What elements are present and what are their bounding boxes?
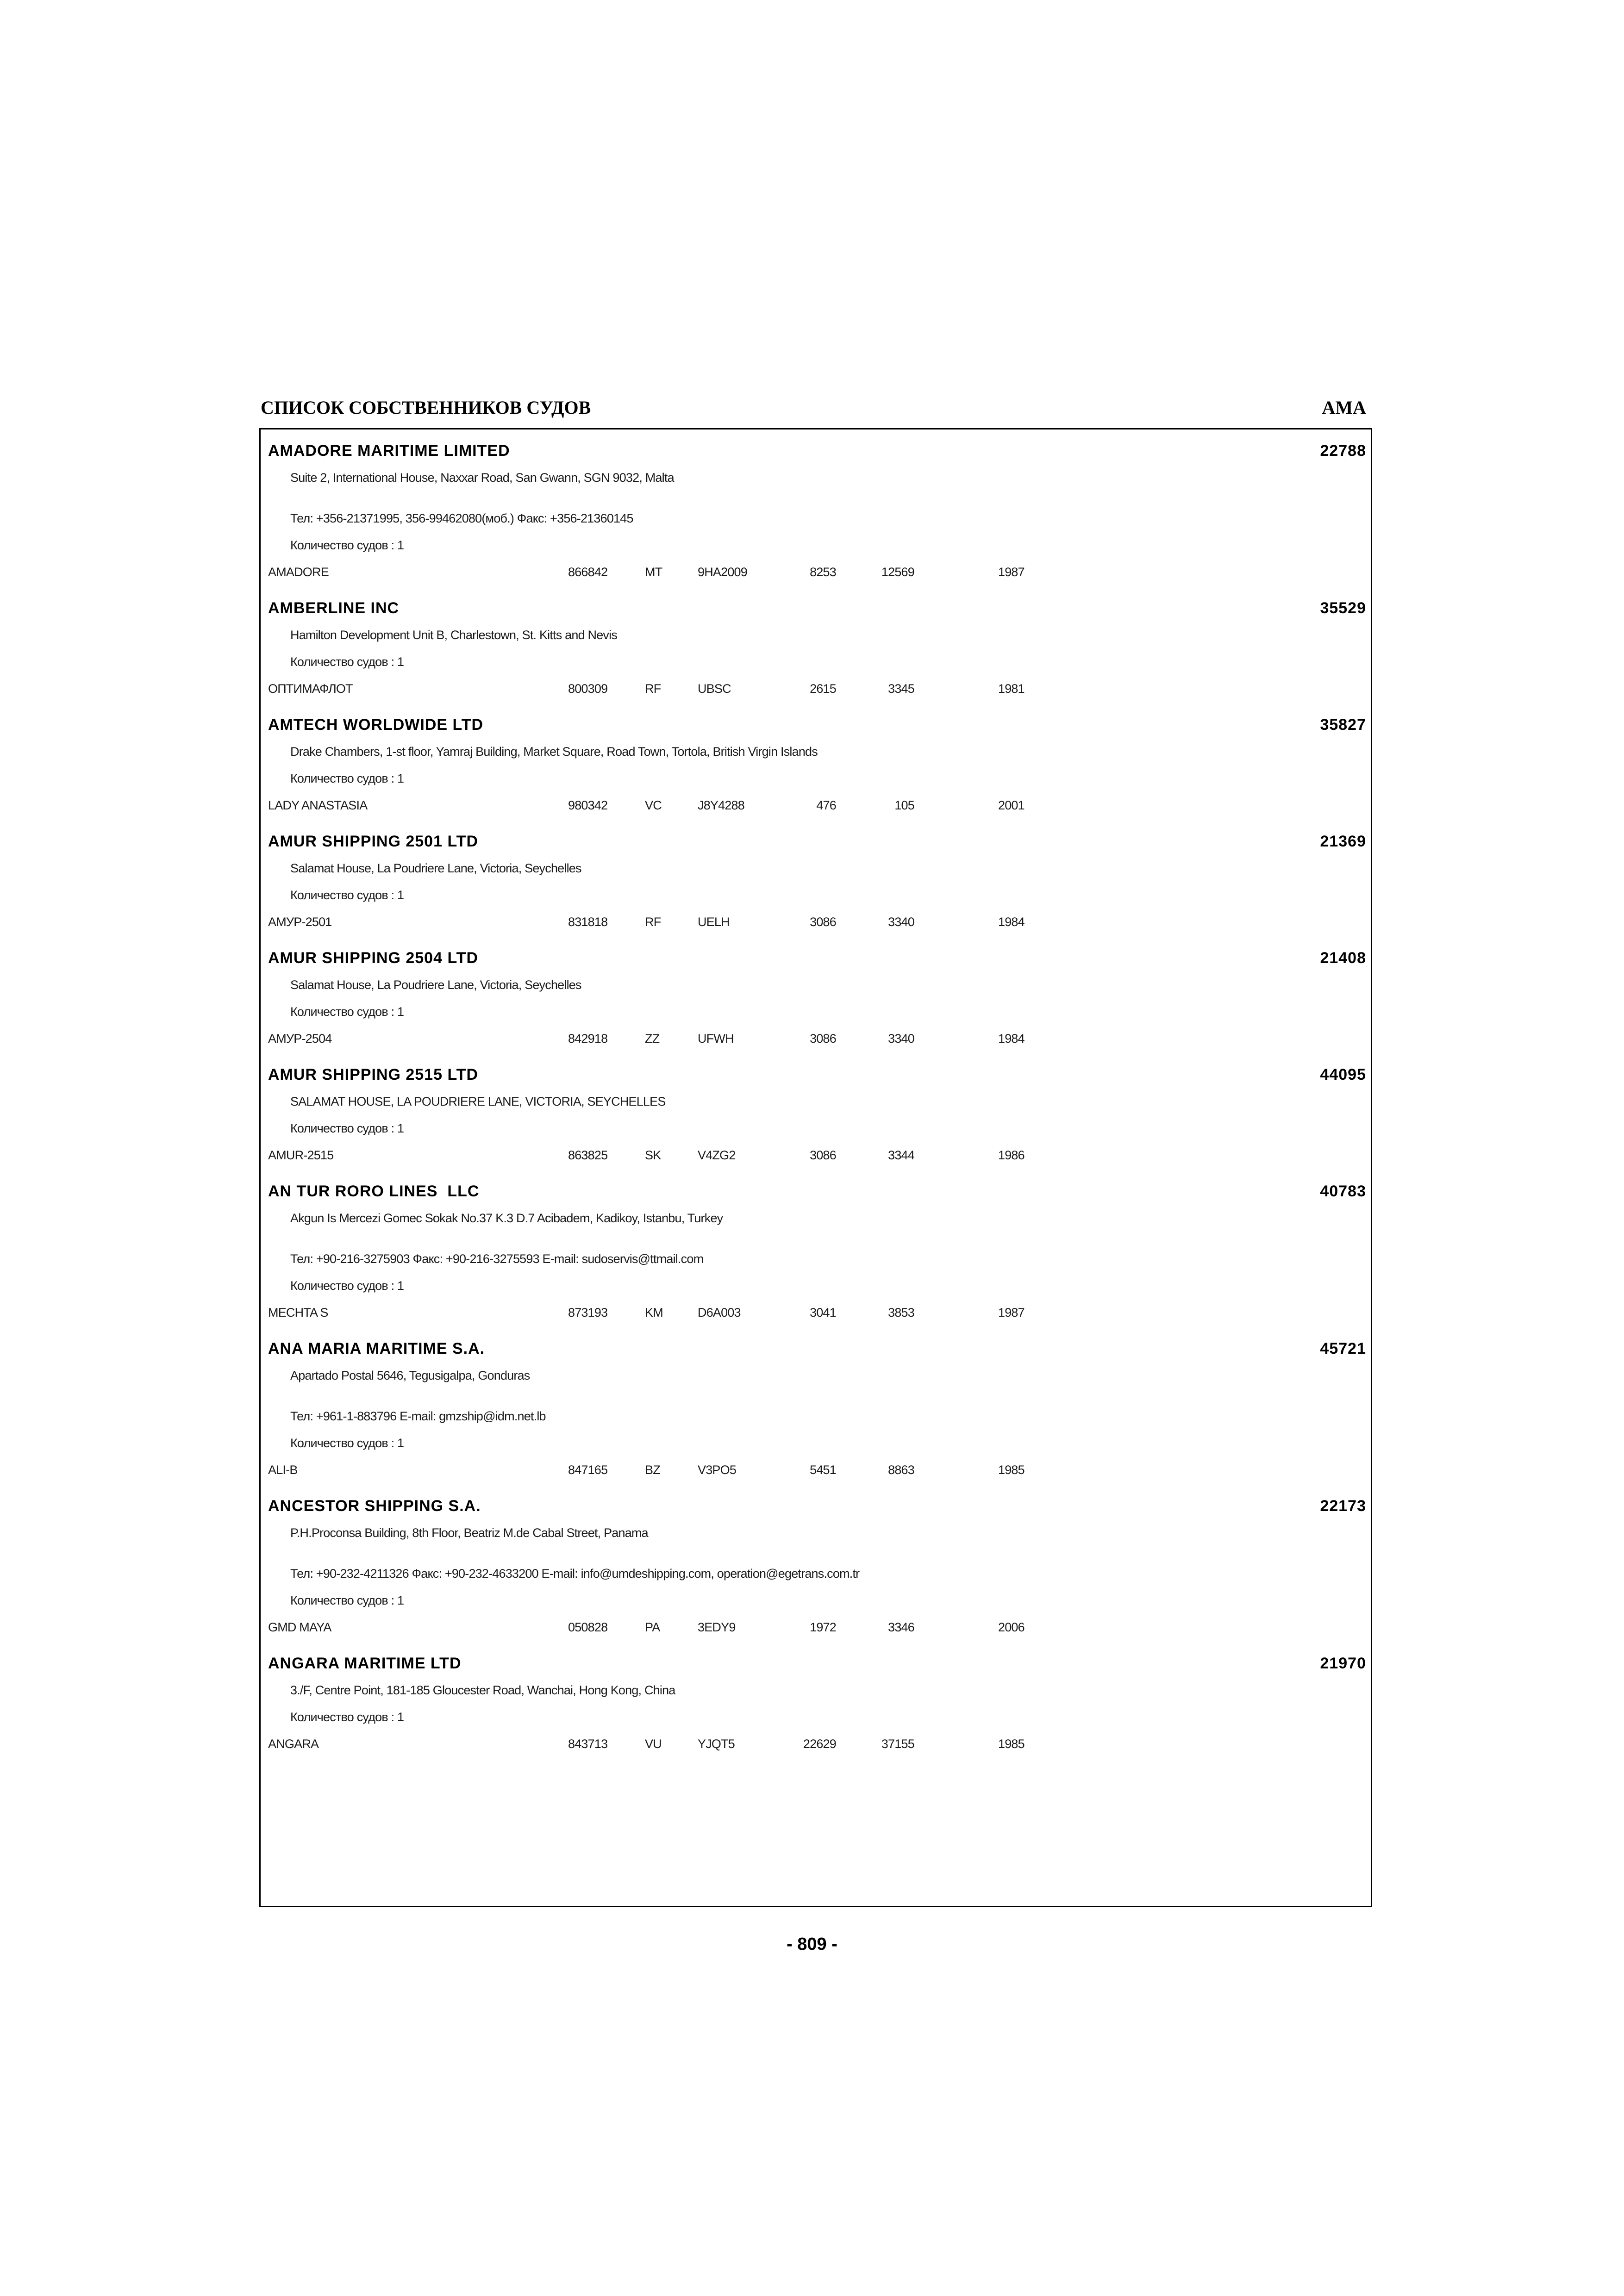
owner-name: ANCESTOR SHIPPING S.A. — [268, 1497, 481, 1515]
vessel-gross-tonnage: 2615 — [810, 682, 836, 696]
owner-id: 21970 — [1320, 1655, 1366, 1672]
owner-contacts: Тел: +356-21371995, 356-99462080(моб.) Факс: +356-21360145 — [290, 511, 633, 525]
owner-contacts: Тел: +961-1-883796 E-mail: gmzship@idm.net.lb — [290, 1409, 546, 1423]
vessel-flag: RF — [645, 682, 661, 696]
vessel-deadweight: 12569 — [881, 565, 914, 579]
owner-id: 22173 — [1320, 1497, 1366, 1515]
owner-id: 22788 — [1320, 442, 1366, 460]
owner-entry — [268, 1493, 1366, 1641]
owner-name: AMADORE MARITIME LIMITED — [268, 442, 510, 460]
owner-name: ANGARA MARITIME LTD — [268, 1655, 462, 1672]
owner-entry — [268, 595, 1366, 702]
owner-name: ANA MARIA MARITIME S.A. — [268, 1340, 485, 1357]
owner-name: AMUR SHIPPING 2504 LTD — [268, 949, 479, 967]
owner-id: 21369 — [1320, 833, 1366, 850]
owner-header — [268, 437, 1366, 464]
owner-entry — [268, 945, 1366, 1052]
owner-entry — [268, 828, 1366, 935]
vessel-count: Количество судов : 1 — [290, 888, 404, 902]
vessel-deadweight: 8863 — [888, 1463, 914, 1477]
owner-id: 44095 — [1320, 1066, 1366, 1083]
vessel-call-sign: UELH — [698, 915, 730, 929]
vessel-row — [268, 792, 1366, 819]
vessel-register-number: 843713 — [568, 1737, 608, 1751]
owner-address: Salamat House, La Poudriere Lane, Victoria, Seychelles — [290, 978, 581, 992]
owner-entry — [268, 1061, 1366, 1169]
vessel-count: Количество судов : 1 — [290, 1436, 404, 1450]
vessel-name: ОПТИМАФЛОТ — [268, 682, 353, 696]
owner-header — [268, 595, 1366, 622]
owner-id: 21408 — [1320, 949, 1366, 967]
vessel-name: AMUR-2515 — [268, 1148, 334, 1162]
owner-header — [268, 1335, 1366, 1362]
vessel-name: AMADORE — [268, 565, 329, 579]
owner-contacts: Тел: +90-216-3275903 Факс: +90-216-3275593 E-mail: sudoservis@ttmail.com — [290, 1252, 704, 1266]
vessel-register-number: 863825 — [568, 1148, 608, 1162]
vessel-build-year: 2001 — [998, 798, 1024, 812]
owner-entry — [268, 1178, 1366, 1326]
vessel-deadweight: 3346 — [888, 1620, 914, 1634]
vessel-count: Количество судов : 1 — [290, 1005, 404, 1019]
vessel-register-number: 866842 — [568, 565, 608, 579]
owner-address: P.H.Proconsa Building, 8th Floor, Beatriz M.de Cabal Street, Panama — [290, 1526, 648, 1540]
owner-header — [268, 1493, 1366, 1519]
index-range: AMA — [1322, 397, 1366, 418]
owner-address: Hamilton Development Unit B, Charlestown, St. Kitts and Nevis — [290, 628, 618, 642]
owner-header — [268, 1178, 1366, 1205]
vessel-call-sign: V3PO5 — [698, 1463, 737, 1477]
owner-header — [268, 1061, 1366, 1088]
vessel-call-sign: UBSC — [698, 682, 731, 696]
vessel-call-sign: D6A003 — [698, 1306, 741, 1319]
vessel-deadweight: 37155 — [881, 1737, 914, 1751]
vessel-gross-tonnage: 5451 — [810, 1463, 836, 1477]
vessel-call-sign: J8Y4288 — [698, 798, 744, 812]
owner-entry — [268, 1335, 1366, 1483]
vessel-build-year: 1985 — [998, 1737, 1024, 1751]
vessel-register-number: 842918 — [568, 1032, 608, 1045]
owner-entry — [268, 1650, 1366, 1757]
owner-id: 45721 — [1320, 1340, 1366, 1357]
vessel-flag: BZ — [645, 1463, 660, 1477]
vessel-call-sign: YJQT5 — [698, 1737, 735, 1751]
vessel-build-year: 1985 — [998, 1463, 1024, 1477]
owner-address: Akgun Is Mercezi Gomec Sokak No.37 K.3 D.7 Acibadem, Kadikoy, Istanbu, Turkey — [290, 1211, 723, 1225]
owner-header — [268, 945, 1366, 971]
owner-address: Drake Chambers, 1-st floor, Yamraj Building, Market Square, Road Town, Tortola, British Virgin Islands — [290, 745, 818, 759]
vessel-count: Количество судов : 1 — [290, 1121, 404, 1135]
vessel-build-year: 1981 — [998, 682, 1024, 696]
vessel-row — [268, 1614, 1366, 1641]
vessel-name: MECHTA S — [268, 1306, 328, 1319]
page-header — [261, 397, 1366, 418]
vessel-flag: RF — [645, 915, 661, 929]
owner-address: Salamat House, La Poudriere Lane, Victoria, Seychelles — [290, 861, 581, 875]
vessel-register-number: 980342 — [568, 798, 608, 812]
owner-id: 40783 — [1320, 1182, 1366, 1200]
vessel-gross-tonnage: 3041 — [810, 1306, 836, 1319]
vessel-name: LADY ANASTASIA — [268, 798, 368, 812]
owner-header — [268, 828, 1366, 855]
section-title: СПИСОК СОБСТВЕННИКОВ СУДОВ — [261, 397, 591, 418]
vessel-gross-tonnage: 3086 — [810, 1032, 836, 1045]
vessel-gross-tonnage: 22629 — [803, 1737, 836, 1751]
vessel-count: Количество судов : 1 — [290, 1593, 404, 1607]
owner-header — [268, 711, 1366, 738]
vessel-call-sign: 9HA2009 — [698, 565, 747, 579]
vessel-call-sign: 3EDY9 — [698, 1620, 736, 1634]
vessel-name: ANGARA — [268, 1737, 319, 1751]
vessel-build-year: 1987 — [998, 565, 1024, 579]
vessel-name: ALI-B — [268, 1463, 298, 1477]
vessel-flag: ZZ — [645, 1032, 660, 1045]
vessel-flag: VC — [645, 798, 662, 812]
vessel-row — [268, 559, 1366, 585]
vessel-call-sign: V4ZG2 — [698, 1148, 736, 1162]
vessel-register-number: 831818 — [568, 915, 608, 929]
owner-name: AMUR SHIPPING 2515 LTD — [268, 1066, 479, 1083]
vessel-flag: SK — [645, 1148, 661, 1162]
owner-address: Suite 2, International House, Naxxar Road, San Gwann, SGN 9032, Malta — [290, 471, 674, 485]
vessel-flag: KM — [645, 1306, 663, 1319]
vessel-name: АМУР-2501 — [268, 915, 332, 929]
vessel-row — [268, 1025, 1366, 1052]
vessel-name: GMD MAYA — [268, 1620, 331, 1634]
owner-id: 35827 — [1320, 716, 1366, 734]
vessel-row — [268, 675, 1366, 702]
owner-name: AN TUR RORO LINES LLC — [268, 1182, 480, 1200]
owners-list — [259, 428, 1372, 1907]
vessel-deadweight: 3340 — [888, 1032, 914, 1045]
vessel-build-year: 1986 — [998, 1148, 1024, 1162]
vessel-call-sign: UFWH — [698, 1032, 734, 1045]
owner-contacts: Тел: +90-232-4211326 Факс: +90-232-4633200 E-mail: info@umdeshipping.com, operation@egetrans.com.tr — [290, 1567, 860, 1580]
owner-name: AMTECH WORLDWIDE LTD — [268, 716, 484, 734]
vessel-deadweight: 3344 — [888, 1148, 914, 1162]
owner-address: 3./F, Centre Point, 181-185 Gloucester Road, Wanchai, Hong Kong, China — [290, 1683, 675, 1697]
vessel-count: Количество судов : 1 — [290, 772, 404, 785]
vessel-flag: VU — [645, 1737, 662, 1751]
vessel-count: Количество судов : 1 — [290, 1279, 404, 1293]
page-number: - 809 - — [787, 1935, 837, 1954]
vessel-gross-tonnage: 1972 — [810, 1620, 836, 1634]
owner-header — [268, 1650, 1366, 1677]
vessel-register-number: 847165 — [568, 1463, 608, 1477]
vessel-register-number: 800309 — [568, 682, 608, 696]
vessel-gross-tonnage: 3086 — [810, 1148, 836, 1162]
vessel-register-number: 050828 — [568, 1620, 608, 1634]
vessel-row — [268, 1299, 1366, 1326]
vessel-deadweight: 3853 — [888, 1306, 914, 1319]
owner-entry — [268, 437, 1366, 585]
vessel-row — [268, 1456, 1366, 1483]
vessel-build-year: 2006 — [998, 1620, 1024, 1634]
vessel-count: Количество судов : 1 — [290, 538, 404, 552]
vessel-row — [268, 908, 1366, 935]
vessel-register-number: 873193 — [568, 1306, 608, 1319]
vessel-count: Количество судов : 1 — [290, 655, 404, 669]
vessel-deadweight: 3345 — [888, 682, 914, 696]
vessel-flag: MT — [645, 565, 662, 579]
vessel-deadweight: 3340 — [888, 915, 914, 929]
vessel-gross-tonnage: 8253 — [810, 565, 836, 579]
vessel-name: АМУР-2504 — [268, 1032, 332, 1045]
vessel-gross-tonnage: 3086 — [810, 915, 836, 929]
vessel-build-year: 1987 — [998, 1306, 1024, 1319]
owner-name: AMBERLINE INC — [268, 599, 400, 617]
owner-name: AMUR SHIPPING 2501 LTD — [268, 833, 479, 850]
vessel-row — [268, 1730, 1366, 1757]
vessel-build-year: 1984 — [998, 1032, 1024, 1045]
vessel-gross-tonnage: 476 — [816, 798, 836, 812]
vessel-build-year: 1984 — [998, 915, 1024, 929]
owner-id: 35529 — [1320, 599, 1366, 617]
owner-address: Apartado Postal 5646, Tegusigalpa, Gonduras — [290, 1369, 530, 1382]
vessel-count: Количество судов : 1 — [290, 1710, 404, 1724]
owner-address: SALAMAT HOUSE, LA POUDRIERE LANE, VICTORIA, SEYCHELLES — [290, 1095, 666, 1108]
owner-entry — [268, 711, 1366, 819]
vessel-row — [268, 1142, 1366, 1169]
vessel-flag: PA — [645, 1620, 660, 1634]
vessel-deadweight: 105 — [894, 798, 914, 812]
